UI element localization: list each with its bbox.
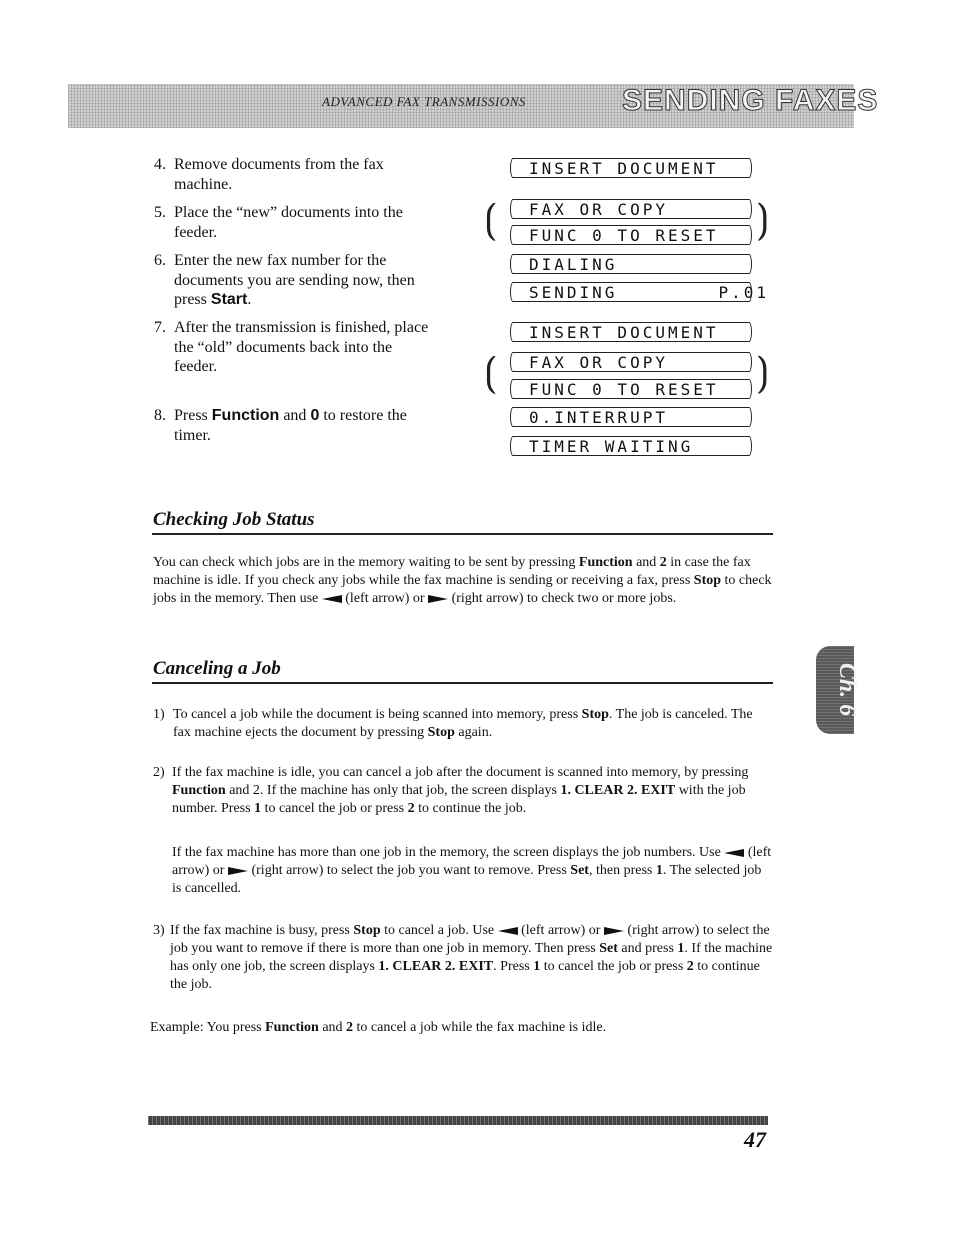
- left-arrow-icon: [498, 927, 518, 935]
- step-8: [154, 406, 439, 445]
- example-paragraph: Example: You press Function and 2 to cancel a job while the fax machine is idle.: [150, 1020, 607, 1035]
- key-start: Start: [210, 291, 248, 308]
- cycle-right-icon: ⟯: [756, 196, 770, 242]
- step-text: Place the “new” documents into the feeder.: [174, 204, 403, 241]
- step-6: [154, 251, 439, 310]
- lcd-display: FUNC 0 TO RESET: [510, 379, 752, 399]
- step-4: [154, 155, 439, 194]
- section-title-canceling: Canceling a Job: [153, 658, 281, 679]
- page-number: 47: [744, 1127, 766, 1152]
- right-arrow-icon: [428, 595, 448, 603]
- step-5: [154, 203, 439, 242]
- key-zero: 0: [310, 407, 320, 424]
- step-number: 6.: [154, 252, 166, 269]
- right-arrow-icon: [604, 927, 624, 935]
- section-rule: [152, 533, 773, 535]
- footer-band: [148, 1116, 768, 1125]
- section-rule: [152, 682, 773, 684]
- key-function: Function: [211, 407, 280, 424]
- lcd-display: FAX OR COPY: [510, 199, 752, 219]
- chapter-tab-label: Ch. 6: [834, 662, 861, 717]
- step-7: [154, 318, 439, 377]
- cancel-item-1: 1) To cancel a job while the document is being scanned into memory, press Stop. The job is canceled. The fax machine ejects the document by pressing Stop again.: [153, 707, 753, 740]
- cancel-item-2: 2) If the fax machine is idle, you can cancel a job after the document is scanned into memory, by pressing Function and 2. If the machine has only that job, the screen displays 1. CLEAR 2. EXIT with the job number. Press 1 to cancel the job or press 2 to continue the job.: [153, 765, 749, 816]
- cycle-left-icon: ⟮: [484, 196, 498, 242]
- section-title-checking: Checking Job Status: [153, 509, 315, 530]
- chapter-tab: [816, 646, 861, 734]
- step-number: 7.: [154, 319, 166, 336]
- cycle-left-icon: ⟮: [484, 349, 498, 395]
- lcd-display: FUNC 0 TO RESET: [510, 225, 752, 245]
- step-text: Press Function and 0 to restore the timer.: [174, 407, 407, 444]
- lcd-display: SENDING P.01: [510, 282, 752, 302]
- cancel-item-3: 3) If the fax machine is busy, press Stop to cancel a job. Use (left arrow) or (right arrow) to select the job you want to remove if there is more than one job in memory. Then press Set and press 1. If the machine has only one job, the screen displays 1. CLEAR 2. EXIT. Press 1 to cancel the job or press 2 to continue the job.: [153, 923, 773, 992]
- lcd-display: DIALING: [510, 254, 752, 274]
- step-text: Enter the new fax number for the documents you are sending now, then press Start.: [174, 252, 415, 308]
- lcd-display: FAX OR COPY: [510, 352, 752, 372]
- step-number: 4.: [154, 156, 166, 173]
- checking-paragraph: You can check which jobs are in the memory waiting to be sent by pressing Function and 2 in case the fax machine is idle. If you check any jobs while the fax machine is sending or receiving a fax, press Stop to check jobs in the memory. Then use (left arrow) or (right arrow) to check two or more jobs.: [153, 555, 772, 606]
- lcd-display: TIMER WAITING: [510, 436, 752, 456]
- lcd-display: INSERT DOCUMENT: [510, 158, 752, 178]
- lcd-display: 0.INTERRUPT: [510, 407, 752, 427]
- cycle-right-icon: ⟯: [756, 349, 770, 395]
- header-subtitle: ADVANCED FAX TRANSMISSIONS: [322, 94, 526, 109]
- right-arrow-icon: [228, 867, 248, 875]
- lcd-display: INSERT DOCUMENT: [510, 322, 752, 342]
- left-arrow-icon: [322, 595, 342, 603]
- step-number: 8.: [154, 407, 166, 424]
- header-title: SENDING FAXES: [622, 84, 879, 117]
- step-text: Remove documents from the fax machine.: [174, 156, 384, 193]
- step-number: 5.: [154, 204, 166, 221]
- step-text: After the transmission is finished, place the “old” documents back into the feeder.: [174, 319, 429, 375]
- left-arrow-icon: [724, 849, 744, 857]
- cancel-item-2-continued: If the fax machine has more than one job in the memory, the screen displays the job numbers. Use (left arrow) or (right arrow) to select the job you want to remove. Press Set, then press 1. The selected job is cancelled.: [172, 845, 772, 896]
